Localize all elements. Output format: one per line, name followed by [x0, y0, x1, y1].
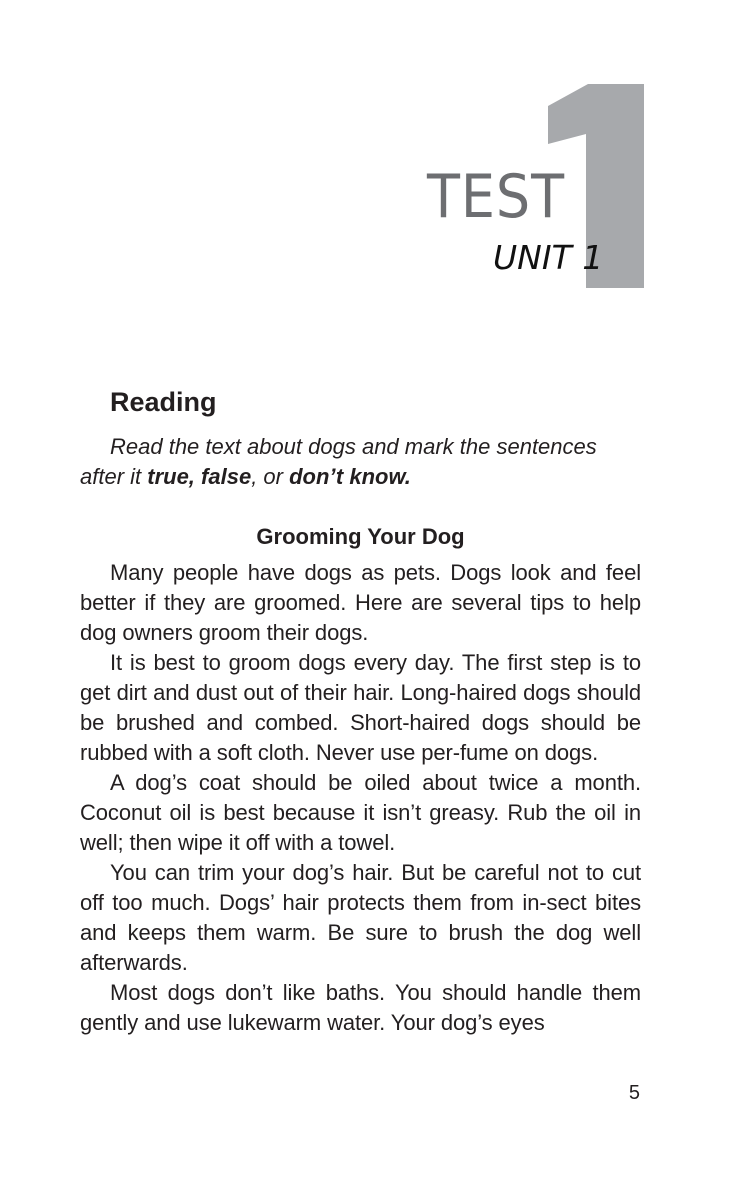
instructions-true-false: true, false [147, 464, 252, 489]
instructions-or: , or [251, 464, 290, 489]
paragraph: Many people have dogs as pets. Dogs look and feel better if they are groomed. Here are several tips to help dog owners groom their dogs. [80, 560, 641, 645]
reading-section [80, 384, 641, 1038]
paragraph: Most dogs don’t like baths. You should handle them gently and use lukewarm water. Your dog’s eyes [80, 980, 641, 1035]
text-title: Grooming Your Dog [256, 524, 465, 549]
instructions-dont-know: don’t know. [289, 464, 411, 489]
page-number: 5 [628, 1082, 640, 1104]
test-heading: TEST [427, 162, 565, 232]
instructions-lead: Read the text about dogs and mark the sentences after it [80, 434, 597, 489]
section-title: Reading [110, 387, 217, 417]
paragraph: A dog’s coat should be oiled about twice a month. Coconut oil is best because it isn’t greasy. Rub the oil in well; then wipe it off with a towel. [80, 770, 641, 855]
paragraph: You can trim your dog’s hair. But be careful not to cut off too much. Dogs’ hair protects them from in-sect bites and keeps them warm. Be sure to brush the dog well afterwards. [80, 860, 641, 975]
unit-heading: UNIT 1 [493, 238, 604, 277]
instructions [80, 432, 641, 492]
paragraph: It is best to groom dogs every day. The first step is to get dirt and dust out of their hair. Long-haired dogs should be brushed and combed. Short-haired dogs should be rubbed with a soft cloth. Never use per-fume on dogs. [80, 650, 641, 765]
